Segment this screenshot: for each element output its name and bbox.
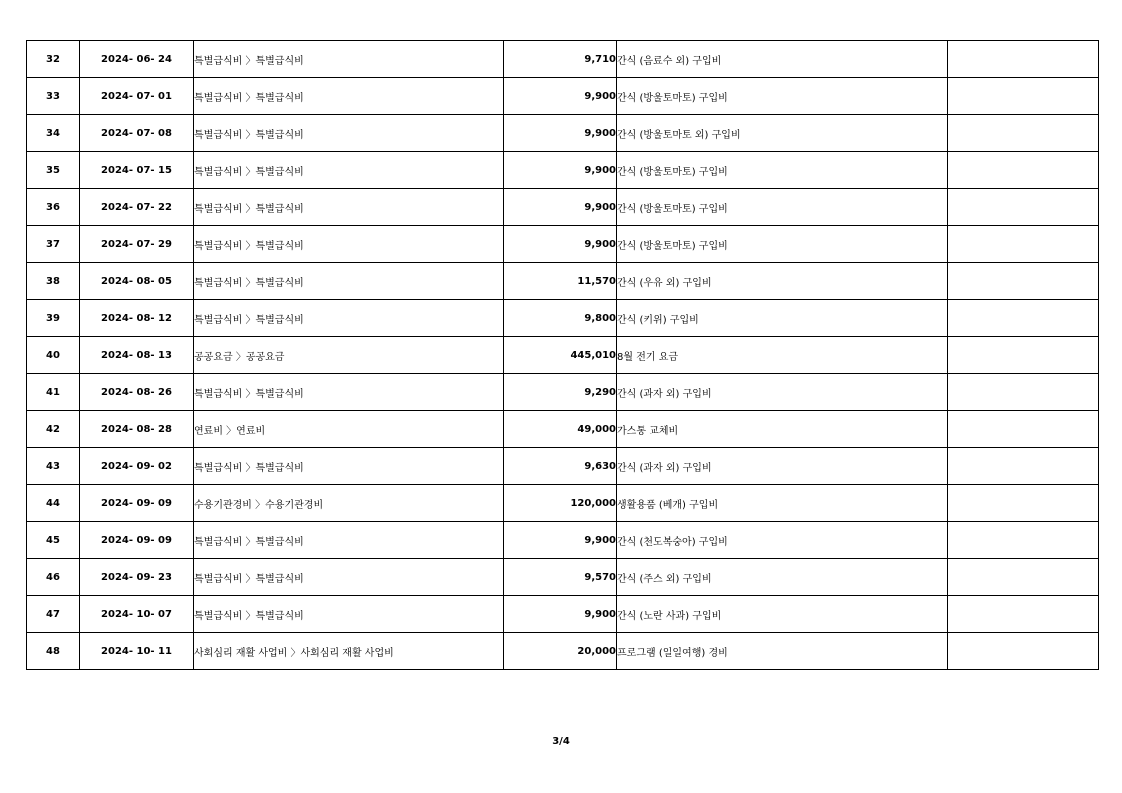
row-category: 특별급식비 〉특별급식비 [194,115,504,152]
row-number: 32 [27,41,80,78]
row-description: 간식 (방울토마토 외) 구입비 [617,115,948,152]
row-category: 연료비 〉연료비 [194,411,504,448]
table-row [27,559,1099,596]
row-category: 특별급식비 〉특별급식비 [194,189,504,226]
row-number: 41 [27,374,80,411]
row-number: 42 [27,411,80,448]
row-category: 특별급식비 〉특별급식비 [194,41,504,78]
row-description: 간식 (과자 외) 구입비 [617,448,948,485]
row-date: 2024- 07- 15 [80,152,194,189]
row-number: 37 [27,226,80,263]
row-amount: 9,900 [504,115,617,152]
row-amount: 49,000 [504,411,617,448]
row-description: 간식 (방울토마토) 구입비 [617,152,948,189]
row-note [948,522,1099,559]
row-date: 2024- 09- 09 [80,522,194,559]
row-description: 간식 (우유 외) 구입비 [617,263,948,300]
row-number: 43 [27,448,80,485]
row-category: 특별급식비 〉특별급식비 [194,226,504,263]
row-amount: 9,290 [504,374,617,411]
row-description: 생활용품 (베개) 구입비 [617,485,948,522]
row-note [948,152,1099,189]
row-category: 특별급식비 〉특별급식비 [194,78,504,115]
row-amount: 9,900 [504,152,617,189]
row-description: 간식 (방울토마토) 구입비 [617,226,948,263]
table-row [27,448,1099,485]
table-row [27,411,1099,448]
row-number: 34 [27,115,80,152]
row-category: 특별급식비 〉특별급식비 [194,300,504,337]
row-description: 간식 (주스 외) 구입비 [617,559,948,596]
row-description: 간식 (음료수 외) 구입비 [617,41,948,78]
row-date: 2024- 09- 23 [80,559,194,596]
row-amount: 9,900 [504,189,617,226]
row-amount: 9,710 [504,41,617,78]
row-note [948,374,1099,411]
ledger-body [27,41,1099,670]
row-number: 35 [27,152,80,189]
row-date: 2024- 08- 26 [80,374,194,411]
row-category: 수용기관경비 〉수용기관경비 [194,485,504,522]
row-number: 33 [27,78,80,115]
row-note [948,596,1099,633]
table-row [27,596,1099,633]
row-number: 47 [27,596,80,633]
row-amount: 20,000 [504,633,617,670]
row-note [948,41,1099,78]
row-date: 2024- 09- 02 [80,448,194,485]
row-number: 38 [27,263,80,300]
row-date: 2024- 07- 08 [80,115,194,152]
row-number: 46 [27,559,80,596]
row-category: 특별급식비 〉특별급식비 [194,522,504,559]
row-date: 2024- 10- 07 [80,596,194,633]
row-note [948,448,1099,485]
row-description: 간식 (노란 사과) 구입비 [617,596,948,633]
row-amount: 11,570 [504,263,617,300]
row-amount: 9,570 [504,559,617,596]
row-category: 특별급식비 〉특별급식비 [194,596,504,633]
table-row [27,263,1099,300]
table-row [27,78,1099,115]
row-description: 간식 (과자 외) 구입비 [617,374,948,411]
row-category: 사회심리 재활 사업비 〉사회심리 재활 사업비 [194,633,504,670]
table-row [27,522,1099,559]
row-date: 2024- 07- 22 [80,189,194,226]
row-amount: 9,900 [504,522,617,559]
table-row [27,41,1099,78]
row-amount: 445,010 [504,337,617,374]
table-row [27,633,1099,670]
row-note [948,300,1099,337]
row-category: 특별급식비 〉특별급식비 [194,152,504,189]
row-note [948,485,1099,522]
table-row [27,115,1099,152]
row-date: 2024- 07- 01 [80,78,194,115]
row-note [948,189,1099,226]
row-number: 44 [27,485,80,522]
row-date: 2024- 09- 09 [80,485,194,522]
row-note [948,337,1099,374]
table-row [27,337,1099,374]
row-date: 2024- 08- 12 [80,300,194,337]
row-number: 39 [27,300,80,337]
page-number: 3/4 [552,736,570,747]
row-amount: 9,900 [504,226,617,263]
row-description: 간식 (방울토마토) 구입비 [617,78,948,115]
row-category: 특별급식비 〉특별급식비 [194,374,504,411]
row-date: 2024- 08- 13 [80,337,194,374]
row-amount: 9,800 [504,300,617,337]
row-number: 40 [27,337,80,374]
table-row [27,374,1099,411]
row-category: 특별급식비 〉특별급식비 [194,448,504,485]
row-description: 8월 전기 요금 [617,337,948,374]
row-date: 2024- 06- 24 [80,41,194,78]
table-row [27,152,1099,189]
expense-ledger-table [26,40,1099,670]
row-number: 48 [27,633,80,670]
row-number: 36 [27,189,80,226]
row-amount: 120,000 [504,485,617,522]
row-date: 2024- 08- 28 [80,411,194,448]
row-number: 45 [27,522,80,559]
row-note [948,226,1099,263]
row-description: 가스통 교체비 [617,411,948,448]
row-note [948,78,1099,115]
table-row [27,300,1099,337]
row-description: 간식 (방울토마토) 구입비 [617,189,948,226]
row-note [948,559,1099,596]
row-note [948,263,1099,300]
row-description: 간식 (천도복숭아) 구입비 [617,522,948,559]
row-amount: 9,900 [504,78,617,115]
row-description: 간식 (키위) 구입비 [617,300,948,337]
row-amount: 9,900 [504,596,617,633]
table-row [27,485,1099,522]
row-note [948,115,1099,152]
row-note [948,633,1099,670]
row-category: 공공요금 〉공공요금 [194,337,504,374]
row-amount: 9,630 [504,448,617,485]
row-category: 특별급식비 〉특별급식비 [194,559,504,596]
table-row [27,189,1099,226]
row-date: 2024- 08- 05 [80,263,194,300]
table-row [27,226,1099,263]
row-category: 특별급식비 〉특별급식비 [194,263,504,300]
row-date: 2024- 07- 29 [80,226,194,263]
row-note [948,411,1099,448]
row-description: 프로그램 (일일여행) 경비 [617,633,948,670]
row-date: 2024- 10- 11 [80,633,194,670]
